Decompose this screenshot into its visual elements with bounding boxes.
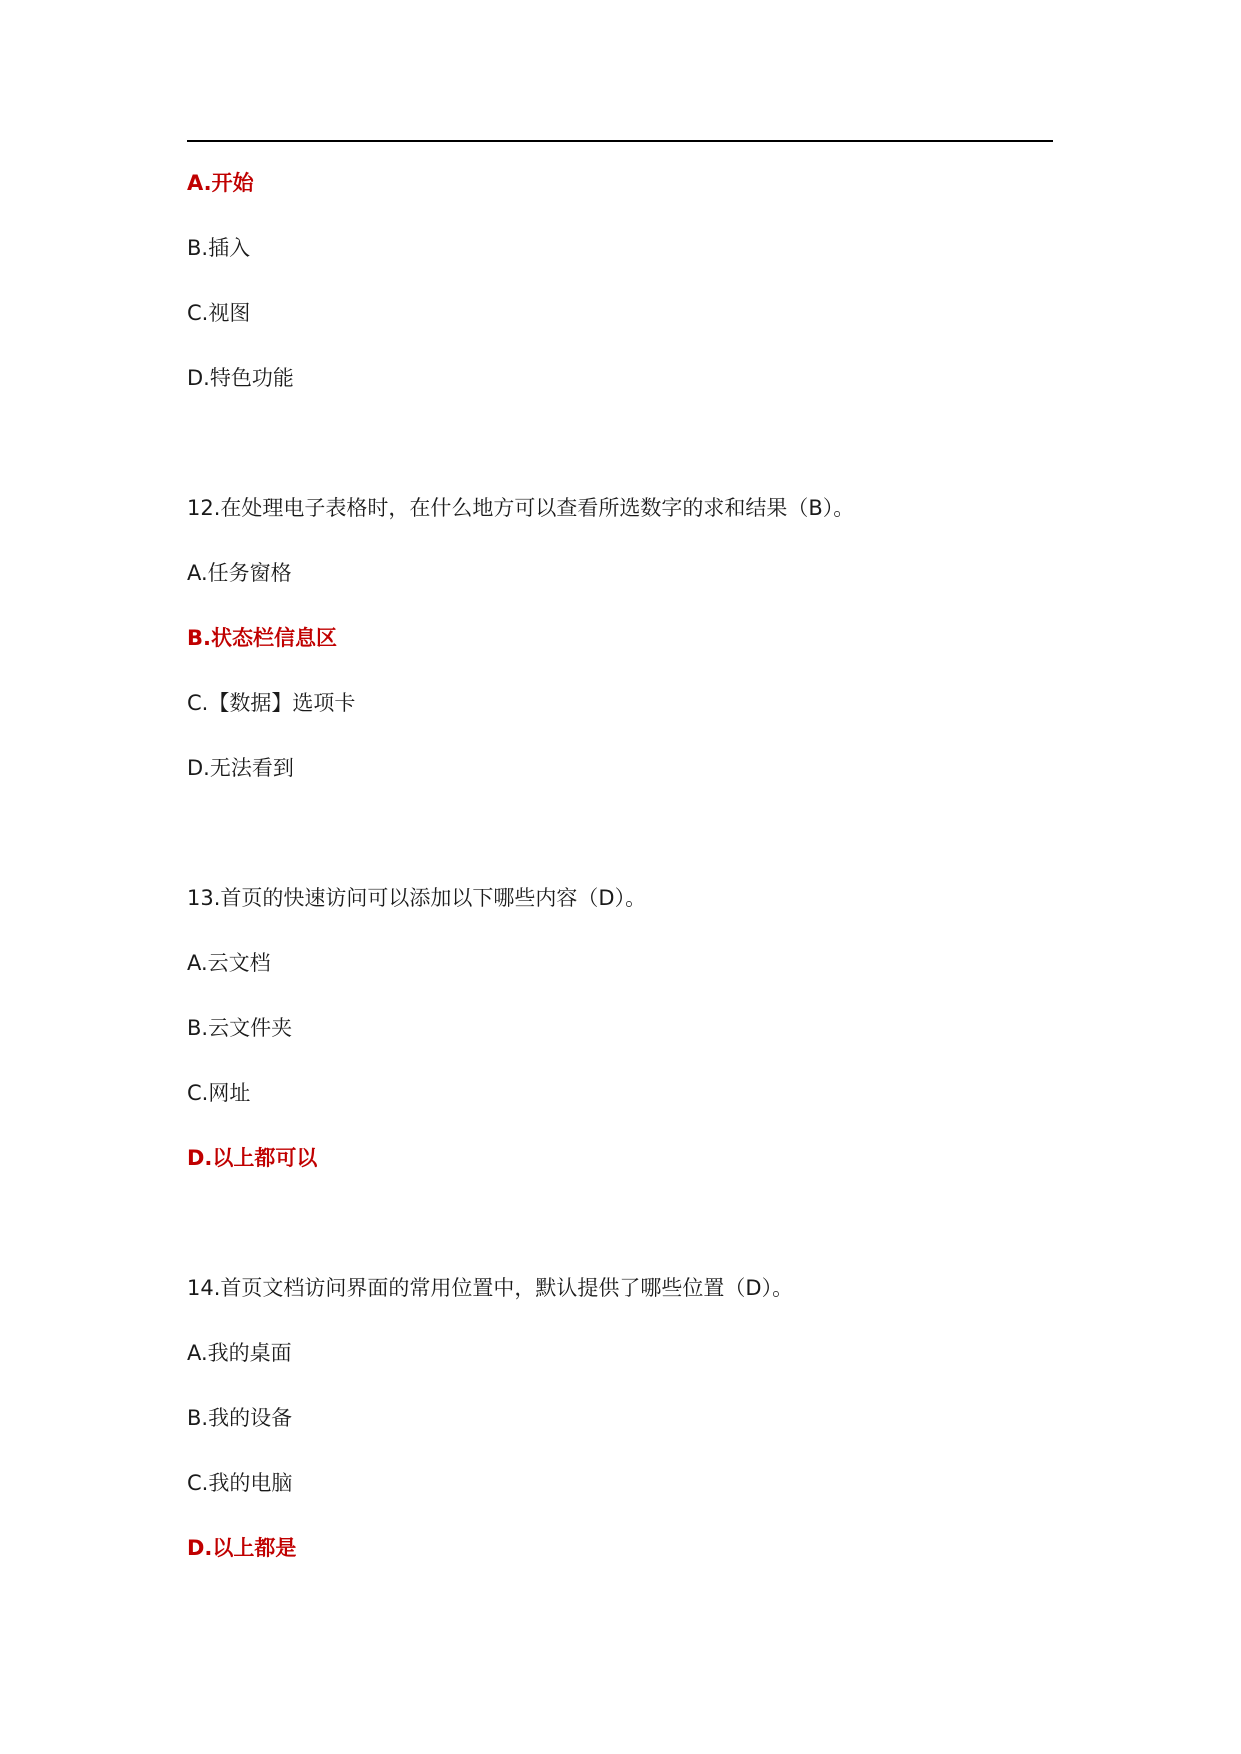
q14-option-b: B.我的设备 [187, 1406, 293, 1430]
q12-option-a: A.任务窗格 [187, 561, 292, 585]
q12-option-d: D.无法看到 [187, 756, 294, 780]
q13-option-b: B.云文件夹 [187, 1016, 293, 1040]
q13-option-d: D.以上都可以 [187, 1146, 318, 1170]
q12-question: 12.在处理电子表格时，在什么地方可以查看所选数字的求和结果（B）。 [187, 496, 855, 520]
q14-question: 14.首页文档访问界面的常用位置中，默认提供了哪些位置（D）。 [187, 1276, 794, 1300]
q12-option-b: B.状态栏信息区 [187, 626, 337, 650]
q13-option-a: A.云文档 [187, 951, 271, 975]
q12-option-c: C.【数据】选项卡 [187, 691, 356, 715]
q13-question: 13.首页的快速访问可以添加以下哪些内容（D）。 [187, 886, 647, 910]
q13-option-c: C.网址 [187, 1081, 251, 1105]
q14-option-a: A.我的桌面 [187, 1341, 292, 1365]
q11-option-d: D.特色功能 [187, 366, 294, 390]
q11-option-b: B.插入 [187, 236, 251, 260]
q11-option-c: C.视图 [187, 301, 251, 325]
q11-option-a: A.开始 [187, 171, 254, 195]
top-divider [187, 140, 1053, 142]
q14-option-d: D.以上都是 [187, 1536, 297, 1560]
q14-option-c: C.我的电脑 [187, 1471, 293, 1495]
